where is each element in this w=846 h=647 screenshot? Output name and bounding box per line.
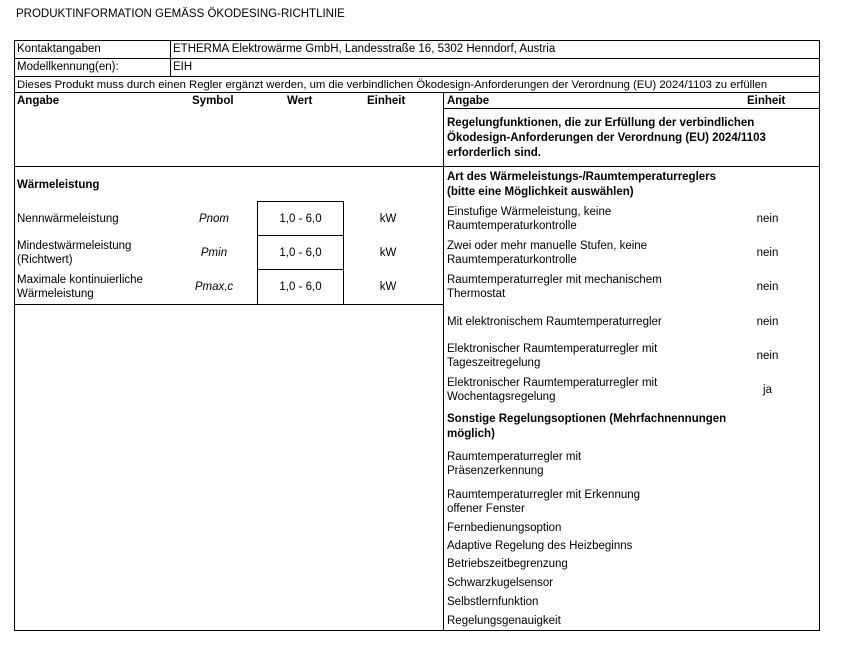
- option-item: Adaptive Regelung des Heizbeginns: [447, 540, 633, 552]
- control-type-value: nein: [756, 281, 779, 293]
- row-symbol: Pmin: [200, 247, 228, 259]
- row-symbol: Pmax,c: [194, 281, 234, 293]
- row-symbol: Pnom: [198, 213, 230, 225]
- control-type-value: nein: [756, 350, 779, 362]
- regulator-notice: Dieses Produkt muss durch einen Regler ergänzt werden, um die verbindlichen Ökodesign-Anforderungen der Verordnung (EU) 2024/1103 zu erfüllen: [17, 79, 768, 91]
- header-symbol: Symbol: [192, 95, 234, 107]
- control-type-label: Zwei oder mehr manuelle Stufen, keine: [447, 240, 648, 252]
- other-options-title-line1: Sonstige Regelungsoptionen (Mehrfachnennungen: [447, 413, 727, 425]
- control-intro-line1: Regelungfunktionen, die zur Erfüllung der verbindlichen: [447, 117, 755, 129]
- option-item: Fernbedienungsoption: [447, 522, 562, 534]
- header-einheit-right: Einheit: [747, 95, 786, 107]
- control-intro-line3: erforderlich sind.: [447, 147, 541, 159]
- header-angabe-left: Angabe: [17, 95, 60, 107]
- control-type-title-line1: Art des Wärmeleistungs-/Raumtemperaturreglers: [447, 171, 717, 183]
- option-item: Raumtemperaturregler mit Erkennung: [447, 489, 641, 501]
- control-type-label: Elektronischer Raumtemperaturregler mit: [447, 377, 658, 389]
- control-type-value: nein: [756, 213, 779, 225]
- option-item: Schwarzkugelsensor: [447, 577, 554, 589]
- control-type-label: Mit elektronischem Raumtemperaturregler: [447, 316, 662, 328]
- control-type-title-line2: (bitte eine Möglichkeit auswählen): [447, 186, 634, 198]
- row-unit: kW: [379, 213, 397, 225]
- row-label: Nennwärmeleistung: [17, 213, 119, 225]
- option-item: Regelungsgenauigkeit: [447, 615, 561, 627]
- control-type-label-line2: Raumtemperaturkontrolle: [447, 220, 577, 232]
- header-angabe-right: Angabe: [447, 95, 490, 107]
- contact-value: ETHERMA Elektrowärme GmbH, Landesstraße 16, 5302 Henndorf, Austria: [173, 43, 556, 55]
- control-type-label: Raumtemperaturregler mit mechanischem: [447, 274, 662, 286]
- row-value: 1,0 - 6,0: [279, 247, 322, 259]
- control-type-label-line2: Thermostat: [447, 288, 506, 300]
- option-item: Selbstlernfunktion: [447, 596, 539, 608]
- option-item-line2: offener Fenster: [447, 503, 525, 515]
- row-label-line2: (Richtwert): [17, 254, 73, 266]
- control-type-label: Elektronischer Raumtemperaturregler mit: [447, 343, 658, 355]
- row-unit: kW: [379, 247, 397, 259]
- contact-label: Kontaktangaben: [17, 43, 101, 55]
- control-type-value: ja: [763, 384, 772, 396]
- control-intro-line2: Ökodesign-Anforderungen der Verordnung (EU) 2024/1103: [447, 132, 766, 144]
- option-item: Betriebszeitbegrenzung: [447, 558, 568, 570]
- header-einheit-left: Einheit: [367, 95, 406, 107]
- model-value: EIH: [173, 61, 193, 73]
- control-type-value: nein: [756, 247, 779, 259]
- document-title: PRODUKTINFORMATION GEMÄSS ÖKODESING-RICHTLINIE: [16, 8, 345, 20]
- header-wert: Wert: [287, 95, 313, 107]
- control-type-label: Einstufige Wärmeleistung, keine: [447, 206, 612, 218]
- other-options-title-line2: möglich): [447, 428, 495, 440]
- model-label: Modellkennung(en):: [17, 61, 119, 73]
- row-value: 1,0 - 6,0: [279, 213, 322, 225]
- row-unit: kW: [379, 281, 397, 293]
- control-type-label-line2: Wochentagsregelung: [447, 391, 556, 403]
- heat-output-title: Wärmeleistung: [17, 179, 100, 191]
- option-item: Raumtemperaturregler mit: [447, 451, 582, 463]
- control-type-label-line2: Tageszeitregelung: [447, 357, 541, 369]
- row-value: 1,0 - 6,0: [279, 281, 322, 293]
- option-item-line2: Präsenzerkennung: [447, 465, 544, 477]
- row-label-line2: Wärmeleistung: [17, 288, 94, 300]
- control-type-value: nein: [756, 316, 779, 328]
- row-label: Mindestwärmeleistung: [17, 240, 132, 252]
- control-type-label-line2: Raumtemperaturkontrolle: [447, 254, 577, 266]
- row-label: Maximale kontinuierliche: [17, 274, 143, 286]
